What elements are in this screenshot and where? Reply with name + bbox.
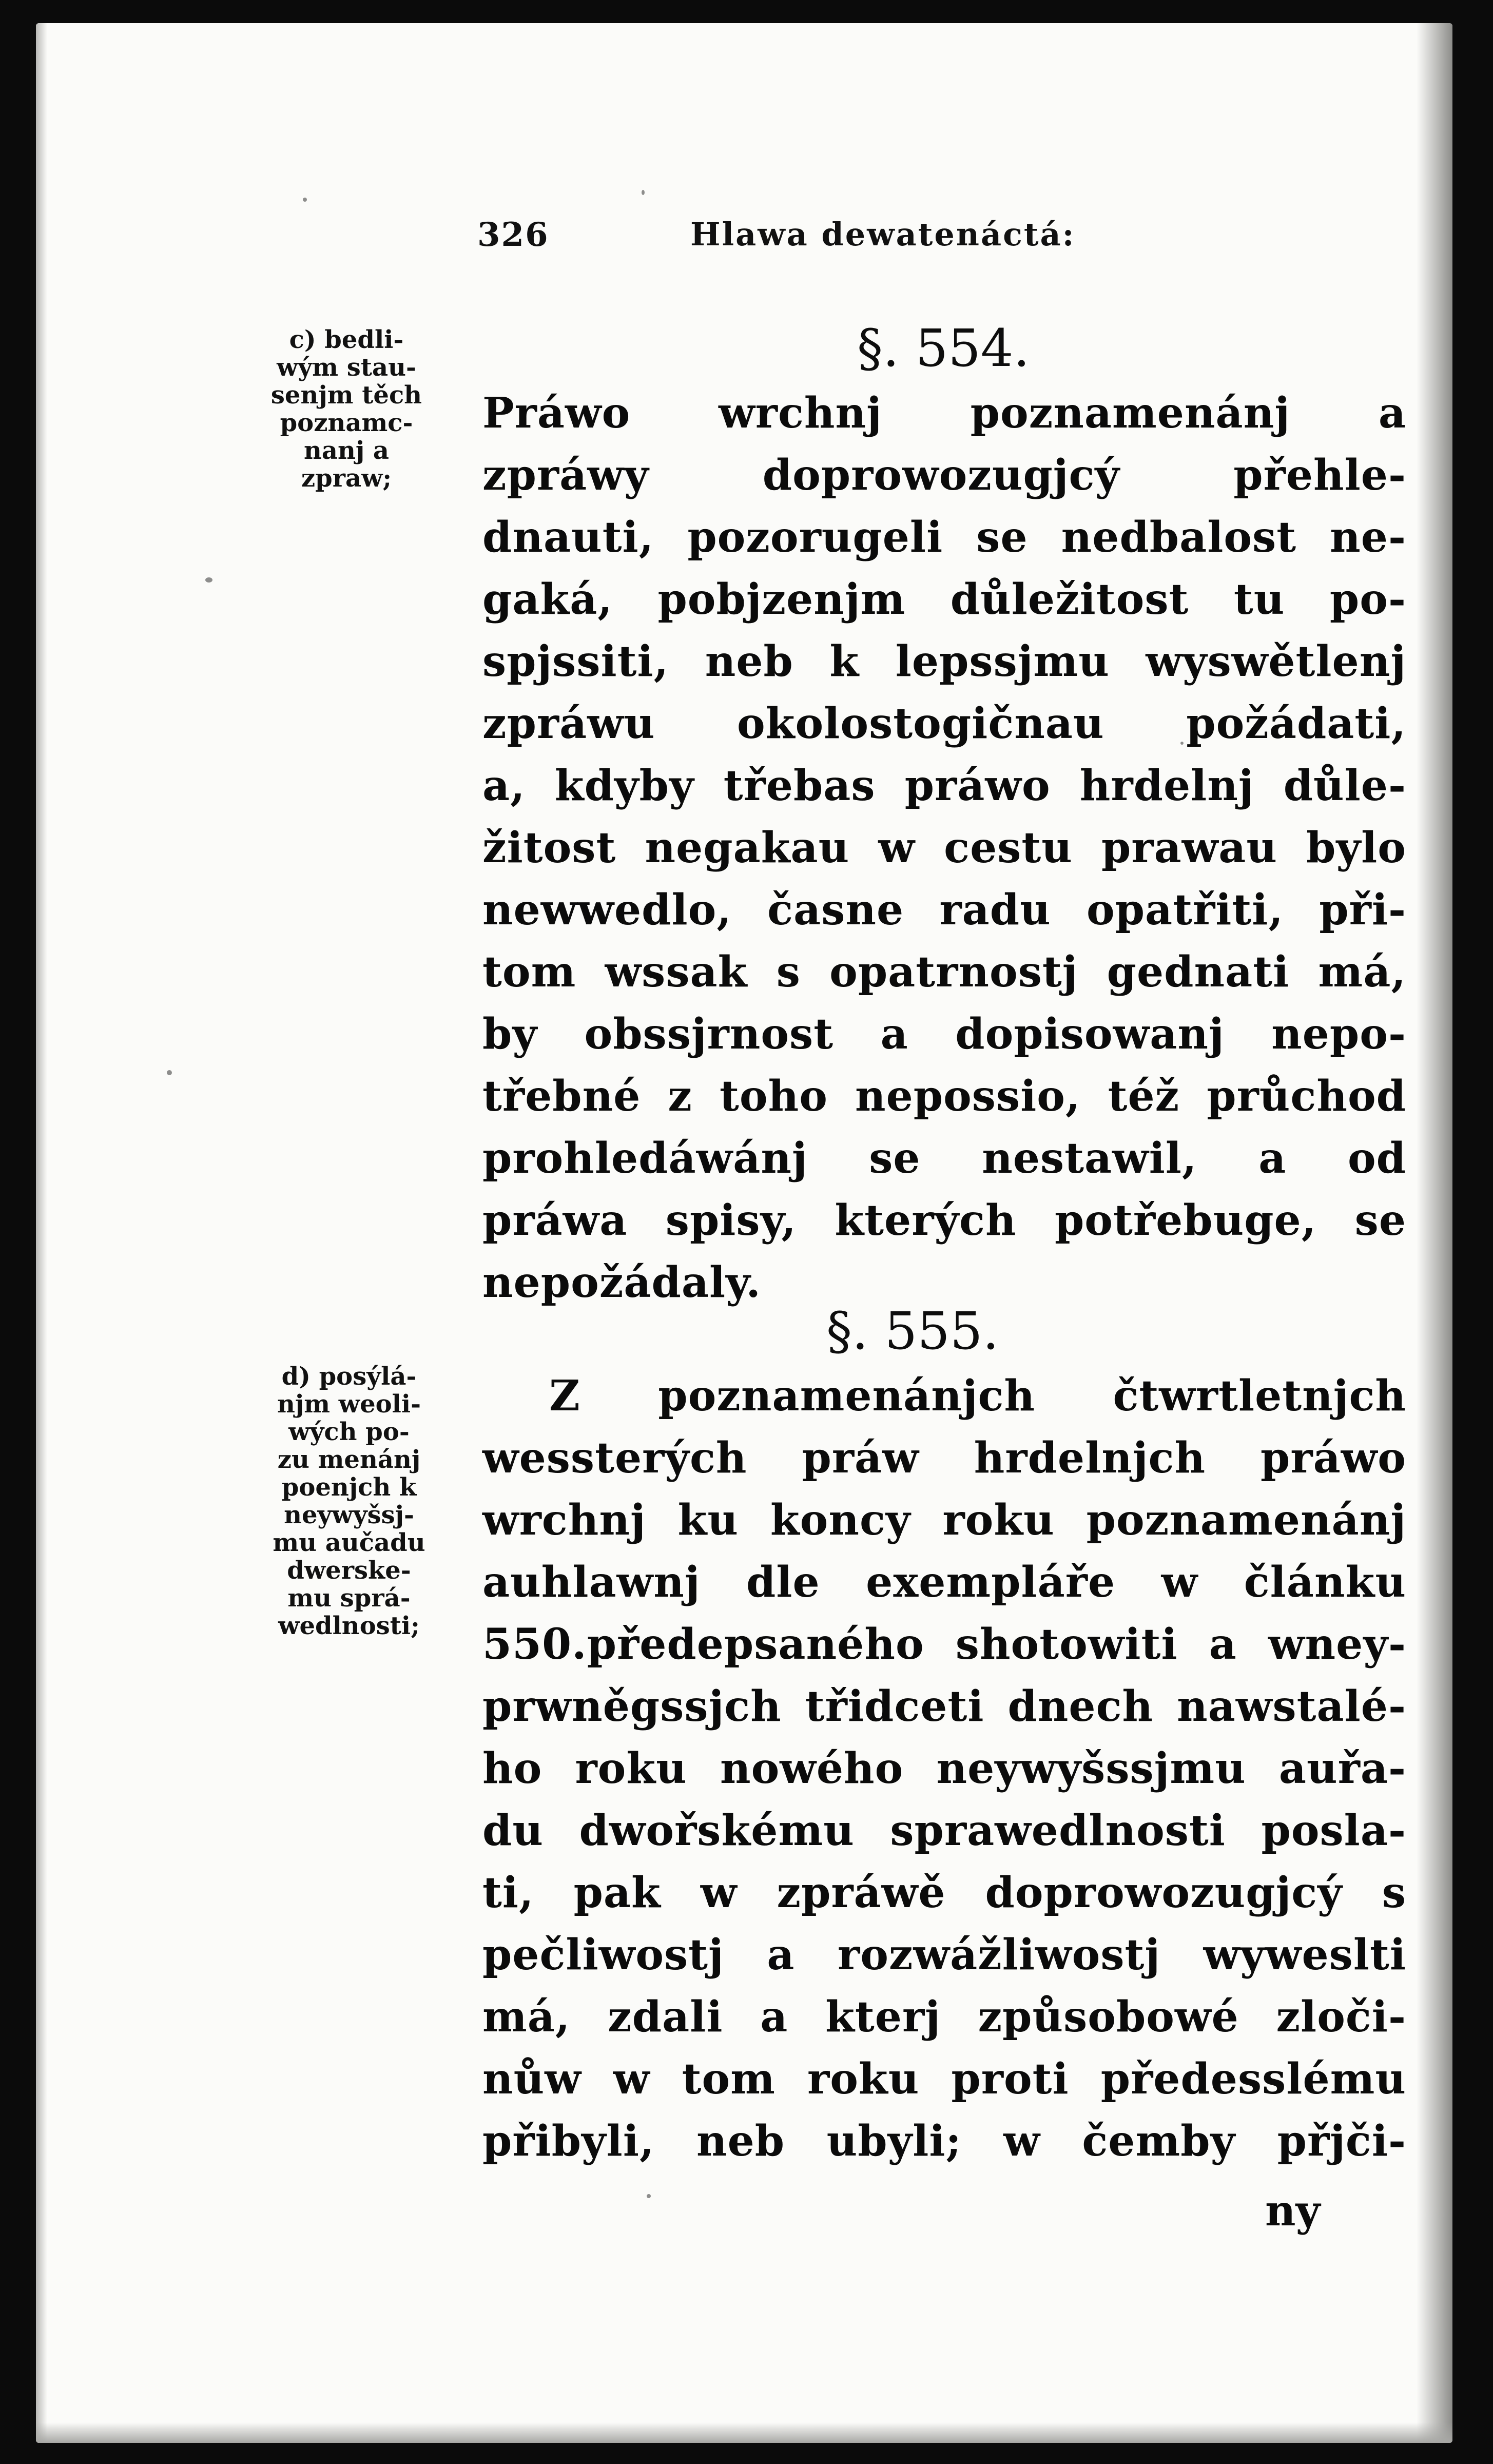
catchword: ny — [1265, 2186, 1321, 2236]
text-line: dnauti, pozorugeli se nedbalost ne- — [482, 513, 1406, 562]
text-line: tom wssak s opatrnostj gednati má, — [482, 947, 1406, 997]
book-page — [36, 23, 1452, 2443]
page-number: 326 — [477, 216, 549, 254]
paper-speck — [303, 198, 307, 202]
text-line: auhlawnj dle exempláře w článku — [482, 1558, 1406, 1607]
paper-speck — [167, 1070, 172, 1075]
margin-note-line: njm weoli- — [277, 1390, 421, 1419]
text-line: gaká, pobjzenjm důležitost tu po- — [482, 575, 1406, 624]
text-line: ti, pak w zpráwě doprowozugjcý s — [482, 1868, 1406, 1917]
paper-speck — [205, 577, 212, 583]
margin-note-line: poenjch k — [281, 1473, 417, 1502]
margin-note-line: senjm těch — [270, 381, 422, 410]
text-line: nepožádaly. — [482, 1258, 761, 1307]
page-bottom-shadow — [36, 2422, 1452, 2443]
text-line: spjssiti, neb k lepssjmu wyswětlenj — [482, 637, 1406, 686]
text-line: 550.předepsaného shotowiti a wney- — [482, 1620, 1406, 1669]
text-line: nůw w tom roku proti předesslému — [482, 2054, 1406, 2104]
margin-note-line: wým stau- — [277, 353, 416, 382]
margin-note-line: poznamc- — [280, 409, 413, 437]
text-line: žitost negakau w cestu prawau bylo — [482, 823, 1406, 872]
text-line: by obssjrnost a dopisowanj nepo- — [482, 1010, 1406, 1059]
text-line: Z poznamenánjch čtwrtletnjch — [549, 1371, 1406, 1421]
margin-note-line: mu sprá- — [287, 1584, 411, 1613]
text-line: Práwo wrchnj poznamenánj a — [482, 389, 1406, 438]
running-head — [447, 216, 1216, 272]
section-heading: §. 555. — [826, 1301, 999, 1361]
margin-note-line: wedlnosti; — [278, 1612, 420, 1640]
text-line: ho roku nowého neywyšssjmu auřa- — [482, 1744, 1406, 1793]
margin-note-c — [239, 326, 454, 492]
text-line: newwedlo, časne radu opatřiti, při- — [482, 885, 1406, 935]
margin-note-line: c) bedli- — [289, 325, 404, 354]
text-line: prohledáwánj se nestawil, a od — [482, 1134, 1406, 1183]
margin-note-line: mu aučadu — [273, 1528, 425, 1557]
text-line: pečliwostj a rozwážliwostj wyweslti — [482, 1930, 1406, 1980]
text-line: du dwořskému sprawedlnosti posla- — [482, 1806, 1406, 1855]
margin-note-line: dwerske- — [287, 1556, 411, 1585]
section-body — [482, 1365, 1406, 2172]
margin-note-d — [241, 1363, 457, 1640]
page-gutter-shadow — [36, 23, 47, 2443]
text-line: zpráwu okolostogičnau požádati, — [482, 699, 1406, 748]
margin-note-line: d) posýlá- — [281, 1362, 417, 1391]
text-line: wrchnj ku koncy roku poznamenánj — [482, 1496, 1406, 1545]
text-line: wessterých práw hrdelnjch práwo — [482, 1433, 1406, 1483]
text-line: má, zdali a kterj způsobowé zloči- — [482, 1992, 1406, 2042]
text-line: a, kdyby třebas práwo hrdelnj důle- — [482, 761, 1406, 810]
section-body — [482, 382, 1406, 1314]
section-heading: §. 554. — [857, 318, 1030, 378]
text-line: prwněgssjch třidceti dnech nawstalé- — [482, 1682, 1406, 1731]
text-line: práwa spisy, kterých potřebuge, se — [482, 1196, 1406, 1245]
margin-note-line: wých po- — [288, 1418, 410, 1446]
margin-note-line: nanj a — [303, 436, 390, 465]
margin-note-line: zpraw; — [301, 464, 392, 493]
margin-note-line: zu menánj — [277, 1445, 421, 1474]
paper-speck — [647, 2194, 651, 2198]
text-line: přibyli, neb ubyli; w čemby přjči- — [482, 2117, 1406, 2166]
paper-speck — [642, 190, 645, 195]
page-edge-shadow — [1417, 23, 1452, 2443]
text-line: třebné z toho nepossio, též průchod — [482, 1072, 1406, 1121]
chapter-title: Hlawa dewatenáctá: — [690, 216, 1076, 253]
margin-note-line: neywyšsj- — [284, 1501, 414, 1529]
text-line: zpráwy doprowozugjcý přehle- — [482, 451, 1406, 500]
